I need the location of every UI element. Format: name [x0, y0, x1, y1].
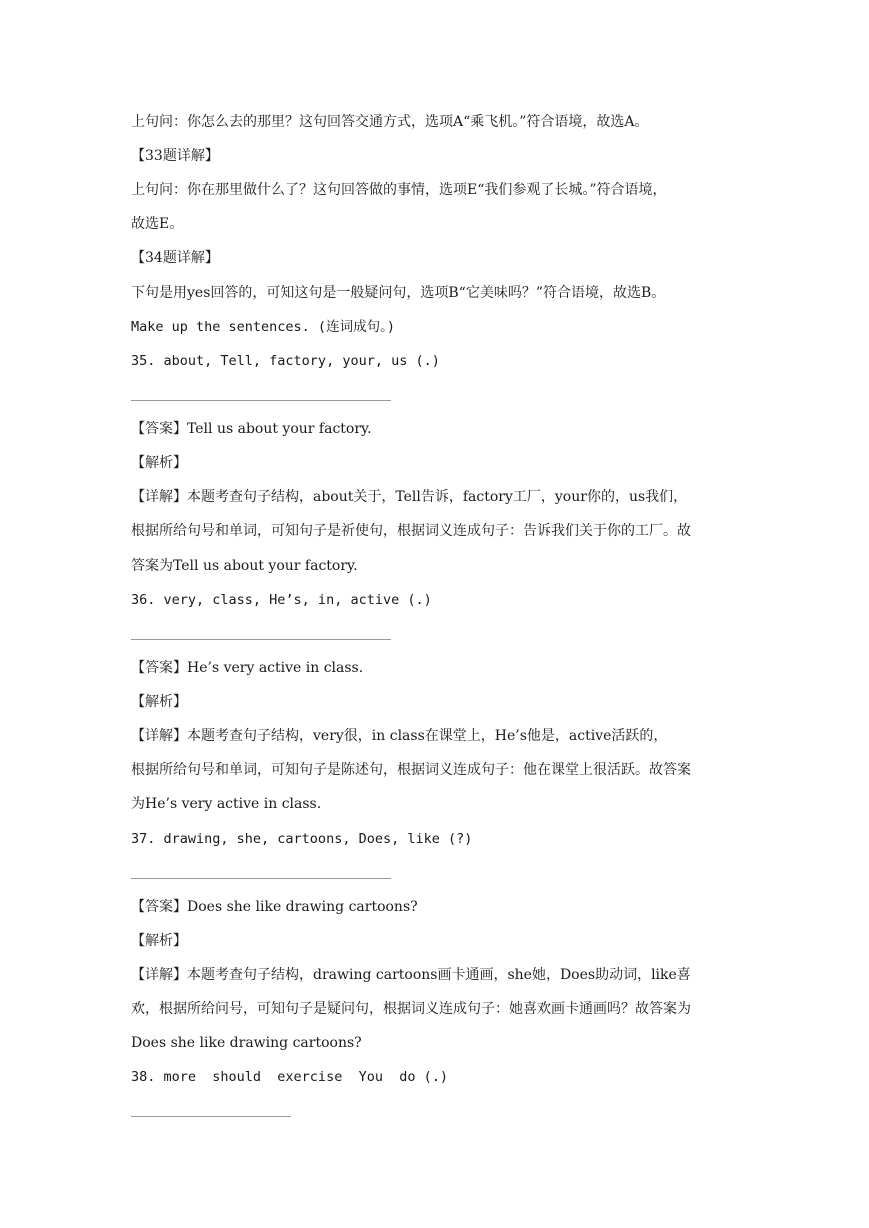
answer-blank-36: [131, 639, 391, 640]
answer-35: 【答案】Tell us about your factory.: [131, 421, 372, 437]
explanation-33-text: 上句问：你在那里做什么了？这句回答做的事情，选项E“我们参观了长城。”符合语境，: [131, 182, 667, 198]
answer-blank-37: [131, 878, 391, 879]
heading-33-detail: 【33题详解】: [131, 148, 219, 164]
answer-36: 【答案】He’s very active in class.: [131, 660, 364, 676]
section-title: Make up the sentences. (连词成句。): [131, 319, 395, 335]
detail-35-text-end: 答案为Tell us about your factory.: [131, 558, 358, 574]
analysis-label-35: 【解析】: [131, 455, 187, 471]
detail-36-text-cont: 根据所给句号和单词，可知句子是陈述句，根据词义连成句子：他在课堂上很活跃。故答案: [131, 762, 691, 778]
explanation-34-text: 下句是用yes回答的，可知这句是一般疑问句，选项B“它美味吗？”符合语境，故选B。: [131, 285, 666, 301]
answer-blank-38: [131, 1116, 291, 1117]
question-37: 37. drawing, she, cartoons, Does, like (?): [131, 831, 473, 847]
detail-37-text: 【详解】本题考查句子结构，drawing cartoons画卡通画，she她，Does助动词，like喜: [131, 967, 691, 983]
analysis-label-37: 【解析】: [131, 933, 187, 949]
answer-37: 【答案】Does she like drawing cartoons?: [131, 899, 418, 915]
explanation-33-text-cont: 故选E。: [131, 216, 184, 232]
detail-36-text: 【详解】本题考查句子结构，very很，in class在课堂上，He’s他是，active活跃的，: [131, 728, 668, 744]
question-35: 35. about, Tell, factory, your, us (.): [131, 353, 440, 369]
detail-37-text-end: Does she like drawing cartoons?: [131, 1035, 362, 1051]
detail-35-text: 【详解】本题考查句子结构，about关于，Tell告诉，factory工厂，your你的，us我们，: [131, 489, 688, 505]
explanation-32-text: 上句问：你怎么去的那里？这句回答交通方式，选项A“乘飞机。”符合语境，故选A。: [131, 114, 649, 130]
detail-35-text-cont: 根据所给句号和单词，可知句子是祈使句，根据词义连成句子：告诉我们关于你的工厂。故: [131, 523, 691, 539]
question-36: 36. very, class, He’s, in, active (.): [131, 592, 432, 608]
detail-37-text-cont: 欢，根据所给问号，可知句子是疑问句，根据词义连成句子：她喜欢画卡通画吗？故答案为: [131, 1001, 691, 1017]
analysis-label-36: 【解析】: [131, 694, 187, 710]
answer-blank-35: [131, 400, 391, 401]
detail-36-text-end: 为He’s very active in class.: [131, 796, 322, 812]
heading-34-detail: 【34题详解】: [131, 250, 219, 266]
question-38: 38. more should exercise You do (.): [131, 1069, 448, 1085]
